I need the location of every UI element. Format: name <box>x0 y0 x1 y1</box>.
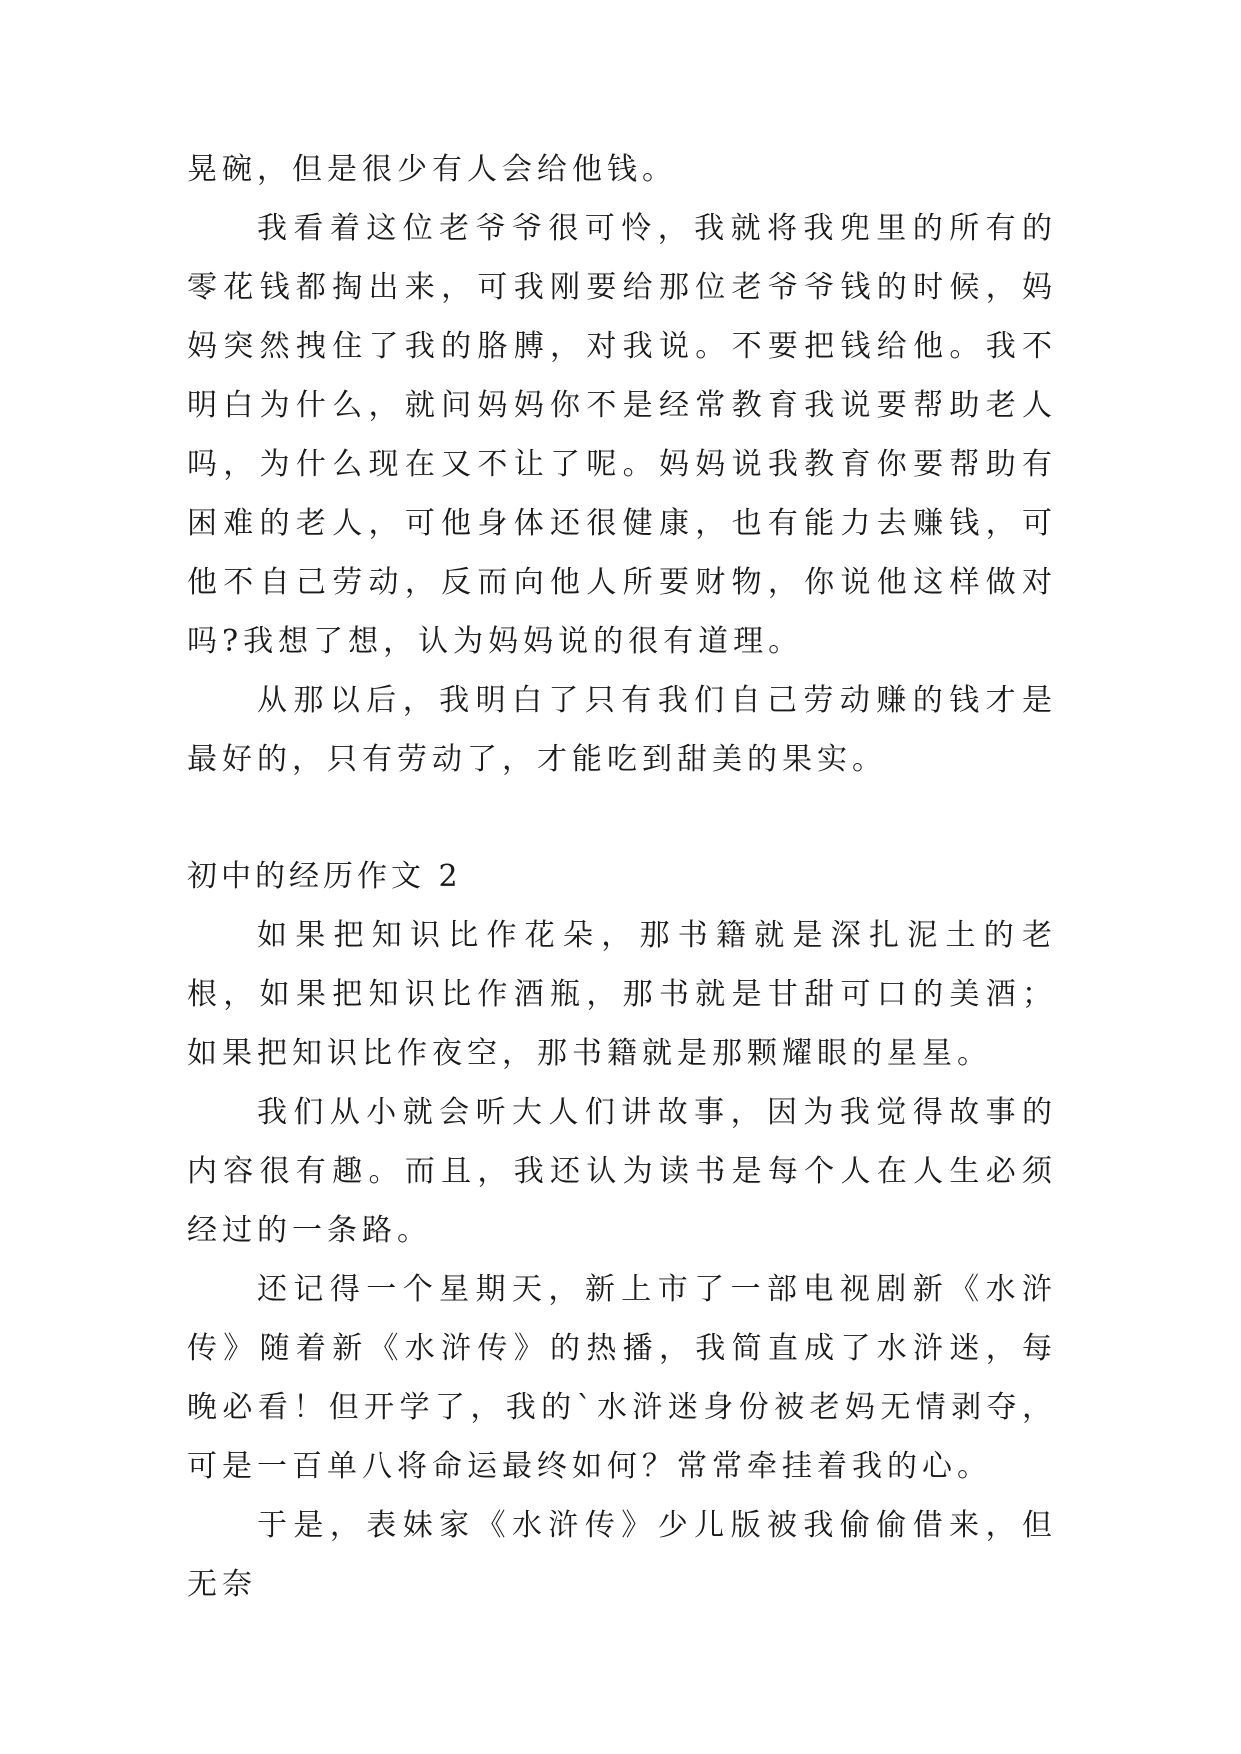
paragraph: 从那以后，我明白了只有我们自己劳动赚的钱才是最好的，只有劳动了，才能吃到甜美的果实。 <box>187 683 1057 777</box>
paragraph: 于是，表妹家《水浒传》少儿版被我偷偷借来，但无奈 <box>187 1508 1057 1602</box>
section-1-body <box>187 140 1057 789</box>
section-2-body <box>187 906 1057 1614</box>
essay-title: 初中的经历作文 2 <box>187 859 462 894</box>
paragraph: 我看着这位老爷爷很可怜，我就将我兜里的所有的零花钱都掏出来，可我刚要给那位老爷爷钱的时候，妈妈突然拽住了我的胳膊，对我说。不要把钱给他。我不明白为什么，就问妈妈你不是经常教育我说要帮助老人吗，为什么现在又不让了呢。妈妈说我教育你要帮助有困难的老人，可他身体还很健康，也有能力去赚钱，可他不自己劳动，反而向他人所要财物，你说他这样做对吗?我想了想，认为妈妈说的很有道理。 <box>187 211 1057 659</box>
paragraph: 还记得一个星期天，新上市了一部电视剧新《水浒传》随着新《水浒传》的热播，我简直成了水浒迷，每晚必看！但开学了，我的`水浒迷身份被老妈无情剥夺，可是一百单八将命运最终如何？常常牵挂着我的心。 <box>187 1272 1057 1484</box>
paragraph: 如果把知识比作花朵，那书籍就是深扎泥土的老根，如果把知识比作酒瓶，那书就是甘甜可口的美酒；如果把知识比作夜空，那书籍就是那颗耀眼的星星。 <box>187 918 1057 1071</box>
paragraph: 我们从小就会听大人们讲故事，因为我觉得故事的内容很有趣。而且，我还认为读书是每个人在人生必须经过的一条路。 <box>187 1095 1057 1248</box>
paragraph: 晃碗，但是很少有人会给他钱。 <box>187 152 677 187</box>
